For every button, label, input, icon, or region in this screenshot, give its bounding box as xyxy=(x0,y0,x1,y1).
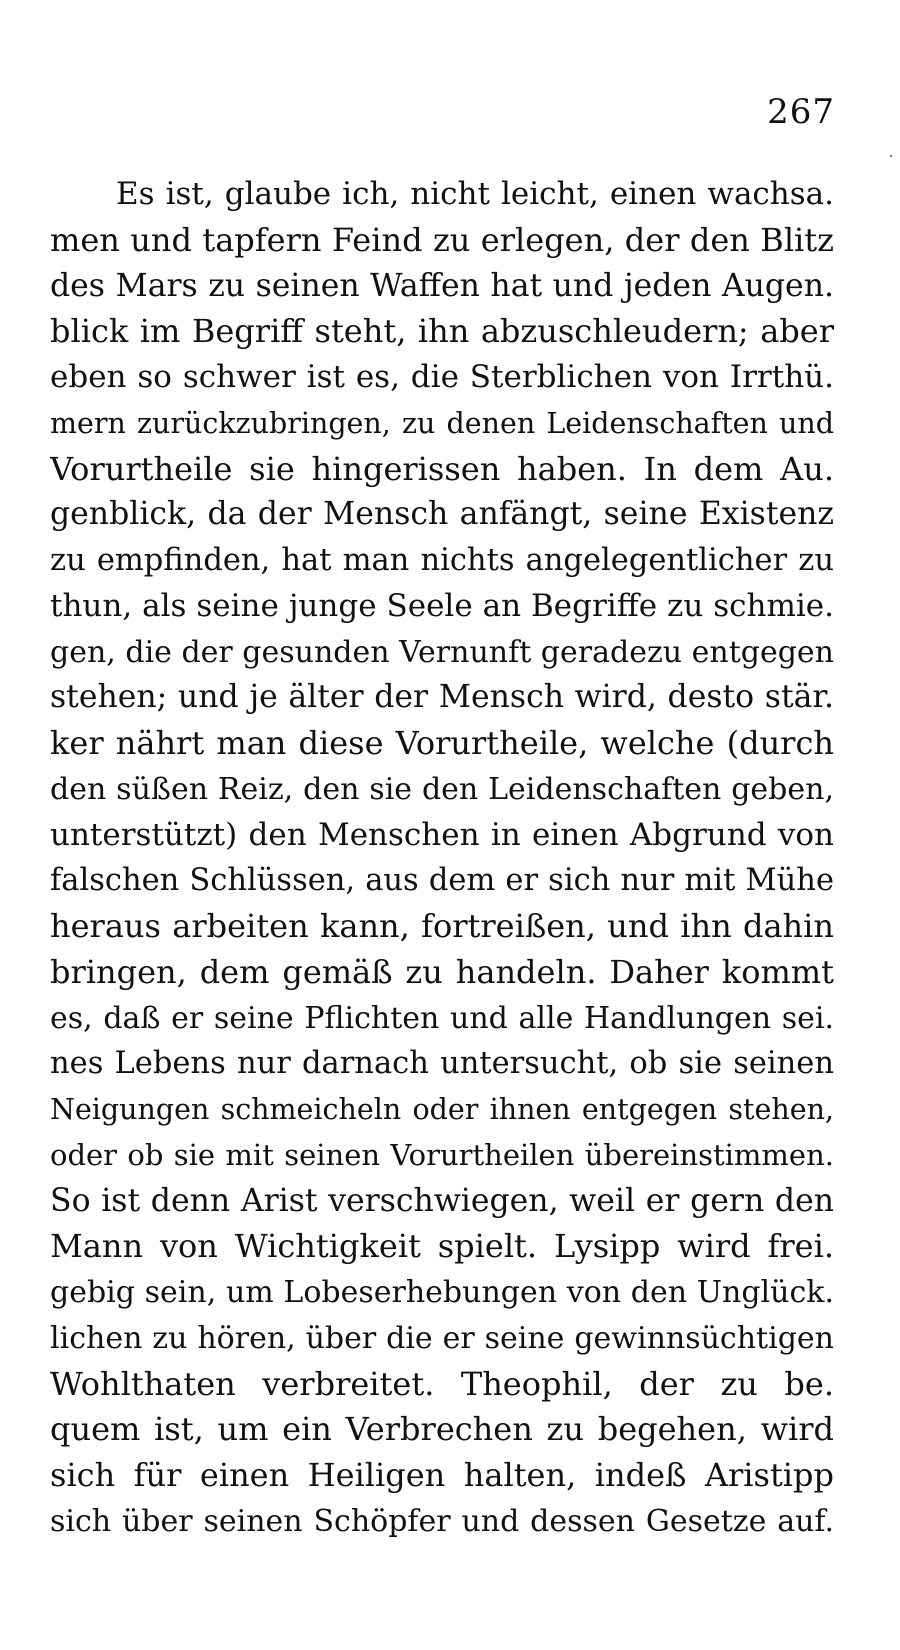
text-line: des Mars zu seinen Waffen hat und jeden Augen. xyxy=(50,267,834,304)
text-line: thun, als seine junge Seele an Begriffe zu schmie. xyxy=(50,587,834,624)
text-line: falschen Schlüssen, aus dem er sich nur mit Mühe xyxy=(50,863,834,899)
text-line: So ist denn Arist verschwiegen, weil er gern den xyxy=(50,1182,834,1219)
text-line: gen, die der gesunden Vernunft geradezu entgegen xyxy=(50,634,834,670)
text-line: Es ist, glaube ich, nicht leicht, einen wachsa. xyxy=(116,176,834,212)
text-line: oder ob sie mit seinen Vorurtheilen übereinstimmen. xyxy=(50,1137,834,1172)
text-line: gebig sein, um Lobeserhebungen von den Unglück. xyxy=(50,1275,834,1310)
body-text xyxy=(50,172,834,1545)
text-line: unterstützt) den Menschen in einen Abgrund von xyxy=(50,816,834,853)
text-line: stehen; und je älter der Mensch wird, desto stär. xyxy=(50,679,834,716)
page-number: 267 xyxy=(767,92,835,132)
text-line: nes Lebens nur darnach untersucht, ob sie seinen xyxy=(50,1046,834,1082)
text-line: mern zurückzubringen, zu denen Leidenschaften und xyxy=(50,406,834,440)
text-line: eben so schwer ist es, die Sterblichen von Irrthü. xyxy=(50,359,834,395)
text-line: sich für einen Heiligen halten, indeß Aristipp xyxy=(50,1456,834,1494)
text-line: den süßen Reiz, den sie den Leidenschaften geben, xyxy=(50,771,834,807)
text-line: bringen, dem gemäß zu handeln. Daher kommt xyxy=(50,952,834,991)
text-line: men und tapfern Feind zu erlegen, der den Blitz xyxy=(50,220,834,259)
text-line: Vorurtheile sie hingerissen haben. In dem Au. xyxy=(50,449,834,488)
text-line: sich über seinen Schöpfer und dessen Gesetze auf. xyxy=(50,1503,834,1539)
text-line: lichen zu hören, über die er seine gewinnsüchtigen xyxy=(50,1320,834,1356)
text-line: es, daß er seine Pflichten und alle Handlungen sei. xyxy=(50,1000,834,1036)
edge-speck xyxy=(890,155,892,157)
text-line: heraus arbeiten kann, fortreißen, und ihn dahin xyxy=(50,907,834,945)
text-line: genblick, da der Mensch anfängt, seine Existenz xyxy=(50,496,834,533)
text-line: ker nährt man diese Vorurtheile, welche (durch xyxy=(50,724,834,762)
text-line: zu empfinden, hat man nichts angelegentlicher zu xyxy=(50,543,834,578)
text-line: Neigungen schmeicheln oder ihnen entgegen stehen, xyxy=(50,1093,834,1126)
text-line: Wohlthaten verbreitet. Theophil, der zu be. xyxy=(50,1364,834,1403)
text-line: quem ist, um ein Verbrechen zu begehen, wird xyxy=(50,1410,834,1449)
text-line: Mann von Wichtigkeit spielt. Lysipp wird frei. xyxy=(50,1227,834,1266)
text-line: blick im Begriff steht, ihn abzuschleudern; aber xyxy=(50,312,834,351)
